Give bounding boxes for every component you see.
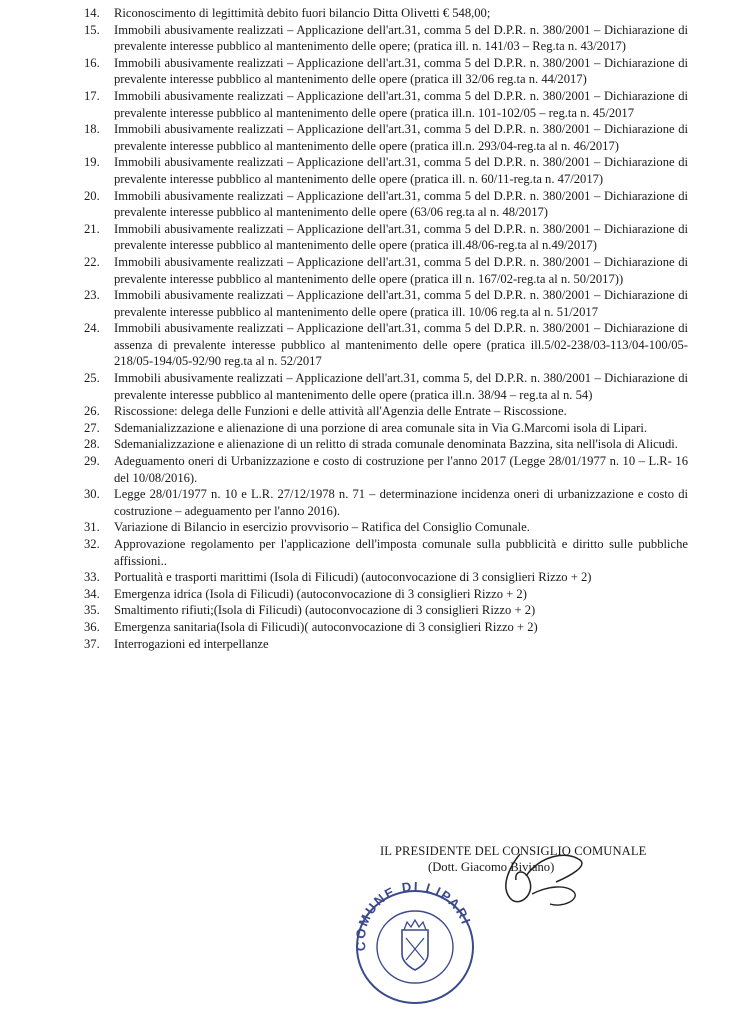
agenda-item-number: 37. bbox=[84, 636, 100, 651]
agenda-item-text: Riconoscimento di legittimità debito fuori bilancio Ditta Olivetti € 548,00; bbox=[114, 6, 491, 20]
agenda-item-number: 25. bbox=[84, 371, 100, 386]
agenda-item bbox=[84, 619, 688, 636]
agenda-item-text: Smaltimento rifiuti;(Isola di Filicudi) (autoconvocazione di 3 consiglieri Rizzo + 2) bbox=[114, 603, 536, 618]
agenda-item-number: 20. bbox=[84, 188, 100, 203]
agenda-item bbox=[84, 287, 688, 320]
president-title: IL PRESIDENTE DEL CONSIGLIO COMUNALE bbox=[380, 844, 647, 858]
agenda-item-number: 28. bbox=[84, 437, 100, 452]
agenda-item bbox=[84, 586, 688, 603]
agenda-item-text: Immobili abusivamente realizzati – Applicazione dell'art.31, comma 5 del D.P.R. n. 380/2001 – Dichiarazione di prevalente interesse pubblico al mantenimento delle opere (pratica ill.48/06-reg.ta al n.49/2017) bbox=[114, 221, 688, 253]
agenda-item bbox=[84, 436, 688, 453]
agenda-item bbox=[84, 254, 688, 287]
agenda-item-text: Sdemanializzazione e alienazione di una porzione di area comunale sita in Via G.Marcomi isola di Lipari. bbox=[114, 420, 647, 435]
agenda-item bbox=[84, 420, 688, 437]
agenda-item bbox=[84, 370, 688, 403]
agenda-item bbox=[84, 486, 688, 519]
agenda-item bbox=[84, 121, 688, 154]
agenda-item bbox=[84, 188, 688, 221]
agenda-item-number: 29. bbox=[84, 454, 100, 469]
agenda-item bbox=[84, 536, 688, 569]
agenda-item bbox=[84, 602, 688, 619]
agenda-item-text: Legge 28/01/1977 n. 10 e L.R. 27/12/1978 n. 71 – determinazione incidenza oneri di urbanizzazione e costo di costruzione – adeguamento per l'anno 2016). bbox=[114, 487, 688, 518]
handwritten-signature bbox=[470, 846, 640, 916]
agenda-item-number: 27. bbox=[84, 420, 100, 435]
agenda-item-text: Immobili abusivamente realizzati – Applicazione dell'art.31, comma 5 del D.P.R. n. 380/2001 – Dichiarazione di prevalente interesse pubblico al mantenimento delle opere (pratica ill 32/06 reg.ta n. 44/2017) bbox=[114, 55, 688, 87]
agenda-item-text: Approvazione regolamento per l'applicazione dell'imposta comunale sulla pubblicità e diritto sulle pubbliche affissioni.. bbox=[114, 537, 688, 568]
agenda-item-number: 30. bbox=[84, 487, 100, 502]
agenda-item bbox=[84, 636, 688, 653]
agenda-item-text: Emergenza idrica (Isola di Filicudi) (autoconvocazione di 3 consiglieri Rizzo + 2) bbox=[114, 586, 527, 601]
agenda-item-number: 15. bbox=[84, 22, 100, 37]
agenda-item-text: Riscossione: delega delle Funzioni e delle attività all'Agenzia delle Entrate – Riscossione. bbox=[114, 404, 567, 419]
coat-of-arms-icon bbox=[402, 920, 428, 970]
agenda-item-text: Immobili abusivamente realizzati – Applicazione dell'art.31, comma 5, del D.P.R. n. 380/2001 – Dichiarazione di prevalente interesse pubblico al mantenimento delle opere (pratica ill.n. 38/94 – reg.ta al n. 54) bbox=[114, 371, 688, 402]
agenda-item-text: Immobili abusivamente realizzati – Applicazione dell'art.31, comma 5 del D.P.R. n. 380/2001 – Dichiarazione di prevalente interesse pubblico al mantenimento delle opere (pratica ill.n. 293/04-reg.ta al n. 46/2017) bbox=[114, 122, 688, 153]
agenda-item bbox=[84, 55, 688, 88]
president-name: (Dott. Giacomo Biviano) bbox=[428, 860, 555, 874]
agenda-item bbox=[84, 519, 688, 536]
agenda-item-text: Adeguamento oneri di Urbanizzazione e costo di costruzione per l'anno 2017 (Legge 28/01/1977 n. 10 – L.R- 16 del 10/08/2016). bbox=[114, 454, 688, 485]
agenda-item bbox=[84, 22, 688, 55]
agenda-list bbox=[84, 5, 688, 652]
agenda-item-text: Interrogazioni ed interpellanze bbox=[114, 636, 269, 651]
agenda-item-number: 26. bbox=[84, 404, 100, 419]
agenda-item-number: 16. bbox=[84, 55, 100, 70]
agenda-item bbox=[84, 154, 688, 187]
agenda-item-text: Portualità e trasporti marittimi (Isola di Filicudi) (autoconvocazione di 3 consiglieri Rizzo + 2) bbox=[114, 570, 592, 585]
agenda-item-text: Immobili abusivamente realizzati – Applicazione dell'art.31, comma 5 del D.P.R. n. 380/2001 – Dichiarazione di prevalente interesse pubblico al mantenimento delle opere (pratica ill.n. 101-102/05 – reg.ta n. 45/2017 bbox=[114, 88, 688, 120]
agenda-item-number: 23. bbox=[84, 288, 100, 303]
agenda-item-text: Immobili abusivamente realizzati – Applicazione dell'art.31, comma 5 del D.P.R. n. 380/2001 – Dichiarazione di prevalente interesse pubblico al mantenimento delle opere; (pratica ill. n. 141/03 – Reg.ta n. 43/2017) bbox=[114, 22, 688, 54]
agenda-item-text: Immobili abusivamente realizzati – Applicazione dell'art.31, comma 5 del D.P.R. n. 380/2001 – Dichiarazione di prevalente interesse pubblico al mantenimento delle opere (pratica ill. 10/06 reg.ta al n. 51/2017 bbox=[114, 288, 688, 319]
agenda-item-number: 36. bbox=[84, 619, 100, 634]
agenda-item-text: Sdemanializzazione e alienazione di un relitto di strada comunale denominata Bazzina, sita nell'isola di Alicudi. bbox=[114, 437, 678, 452]
agenda-item-number: 17. bbox=[84, 88, 100, 103]
agenda-item-number: 32. bbox=[84, 537, 100, 551]
agenda-item bbox=[84, 5, 688, 22]
agenda-item-text: Immobili abusivamente realizzati – Applicazione dell'art.31, comma 5 del D.P.R. n. 380/2001 – Dichiarazione di prevalente interesse pubblico al mantenimento delle opere (pratica ill n. 167/02-reg.ta al n. 50/2017)) bbox=[114, 254, 688, 286]
agenda-item-text: Immobili abusivamente realizzati – Applicazione dell'art.31, comma 5 del D.P.R. n. 380/2001 – Dichiarazione di assenza di prevalente interesse pubblico al mantenimento delle opere (pratica ill.5/02-238/03-113/04-100/05-218/05-194/05-92/90 reg.ta al n. 52/2017 bbox=[114, 321, 688, 369]
agenda-item-number: 22. bbox=[84, 254, 100, 269]
agenda-item-text: Immobili abusivamente realizzati – Applicazione dell'art.31, comma 5 del D.P.R. n. 380/2001 – Dichiarazione di prevalente interesse pubblico al mantenimento delle opere (pratica ill. n. 60/11-reg.ta n. 47/2017) bbox=[114, 155, 688, 186]
agenda-item bbox=[84, 403, 688, 420]
agenda-item-number: 34. bbox=[84, 586, 100, 601]
agenda-item-number: 18. bbox=[84, 122, 100, 137]
agenda-item bbox=[84, 221, 688, 254]
stamp-text: COMUNE DI LIPARI bbox=[352, 878, 475, 952]
agenda-item bbox=[84, 453, 688, 486]
agenda-item-number: 24. bbox=[84, 321, 100, 336]
agenda-item-text: Emergenza sanitaria(Isola di Filicudi)( autoconvocazione di 3 consiglieri Rizzo + 2) bbox=[114, 619, 538, 634]
agenda-item-number: 14. bbox=[84, 6, 100, 20]
agenda-item-number: 31. bbox=[84, 520, 100, 535]
agenda-item bbox=[84, 88, 688, 121]
agenda-item-number: 33. bbox=[84, 570, 100, 585]
agenda-item-number: 21. bbox=[84, 221, 100, 236]
agenda-item-number: 35. bbox=[84, 603, 100, 618]
agenda-item-number: 19. bbox=[84, 155, 100, 170]
agenda-item-text: Variazione di Bilancio in esercizio provvisorio – Ratifica del Consiglio Comunale. bbox=[114, 520, 530, 535]
agenda-item bbox=[84, 569, 688, 586]
agenda-item-text: Immobili abusivamente realizzati – Applicazione dell'art.31, comma 5 del D.P.R. n. 380/2001 – Dichiarazione di prevalente interesse pubblico al mantenimento delle opere (63/06 reg.ta al n. 48/2017) bbox=[114, 188, 688, 220]
agenda-item bbox=[84, 320, 688, 370]
municipal-stamp bbox=[340, 872, 490, 1012]
